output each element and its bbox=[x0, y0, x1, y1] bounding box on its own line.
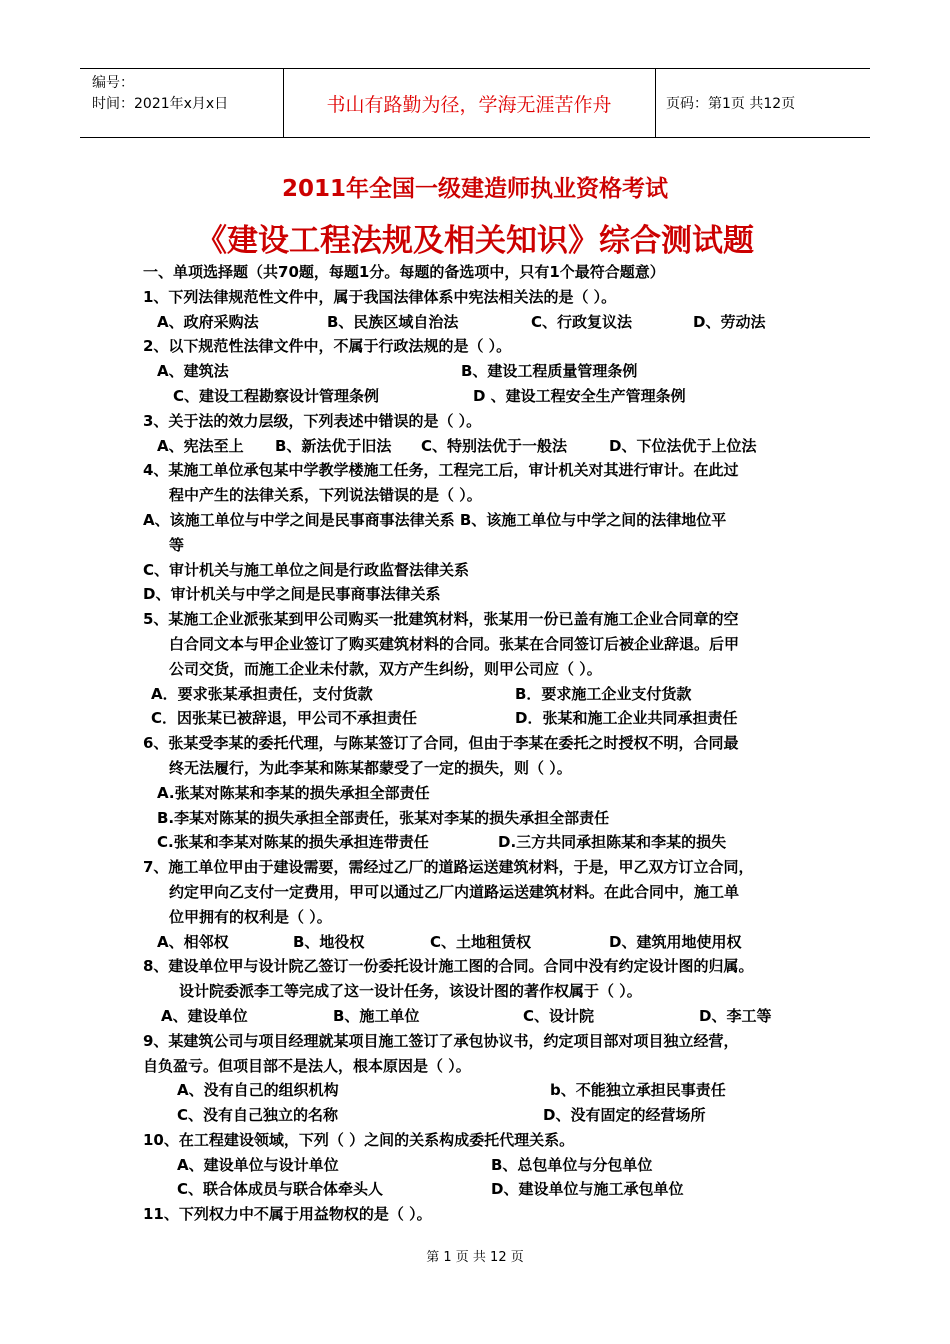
question-2-options-row1 bbox=[143, 359, 813, 384]
section-heading: 一、单项选择题（共70题，每题1分。每题的备选项中，只有1个最符合题意） bbox=[143, 263, 665, 281]
question-7-stem: 7、施工单位甲由于建设需要，需经过乙厂的道路运送建筑材料，于是，甲乙双方订立合同， bbox=[143, 858, 754, 877]
option-c: C.张某和李某对陈某的损失承担连带责任 bbox=[157, 833, 429, 852]
option-a: A、建设单位与设计单位 bbox=[177, 1155, 339, 1174]
option-b: B、建设工程质量管理条例 bbox=[461, 362, 638, 381]
option-a: A、建筑法 bbox=[157, 362, 229, 381]
option-b: B、民族区域自治法 bbox=[327, 312, 459, 331]
question-9-stem: 9、某建筑公司与项目经理就某项目施工签订了承包协议书，约定项目部对项目独立经营， bbox=[143, 1031, 739, 1050]
option-b: B、新法优于旧法 bbox=[275, 436, 392, 455]
question-5-stem: 5、某施工企业派张某到甲公司购买一批建筑材料，张某用一份已盖有施工企业合同章的空 bbox=[143, 610, 739, 629]
question-9-options-row1 bbox=[143, 1078, 813, 1103]
question-9-stem-cont: 自负盈亏。但项目部不是法人，根本原因是（ ）。 bbox=[143, 1056, 471, 1075]
option-d: D、建筑用地使用权 bbox=[609, 932, 742, 951]
question-1-stem: 1、下列法律规范性文件中，属于我国法律体系中宪法相关法的是（ ）。 bbox=[143, 287, 617, 306]
question-10-stem: 10、在工程建设领域，下列（ ）之间的关系构成委托代理关系。 bbox=[143, 1130, 575, 1149]
question-5-stem-cont: 公司交货，而施工企业未付款，双方产生纠纷，则甲公司应（ ）。 bbox=[169, 659, 602, 678]
header-info bbox=[92, 73, 228, 115]
header-page-number: 页码：第1页 共12页 bbox=[666, 96, 796, 112]
option-b: B.李某对陈某的损失承担全部责任，张某对李某的损失承担全部责任 bbox=[157, 808, 610, 827]
question-5-options-row1 bbox=[143, 682, 813, 707]
question-6-options-row bbox=[143, 830, 813, 855]
option-d: D、下位法优于上位法 bbox=[609, 436, 757, 455]
option-d: D、李工等 bbox=[699, 1006, 772, 1025]
option-b: B、总包单位与分包单位 bbox=[491, 1155, 653, 1174]
question-2-stem: 2、以下规范性法律文件中，不属于行政法规的是（ ）。 bbox=[143, 337, 512, 356]
option-c: C、特别法优于一般法 bbox=[421, 436, 568, 455]
option-c: C、联合体成员与联合体牵头人 bbox=[177, 1180, 384, 1199]
option-a: A、相邻权 bbox=[157, 932, 229, 951]
question-5-stem-cont: 白合同文本与甲企业签订了购买建筑材料的合同。张某在合同签订后被企业辞退。后甲 bbox=[169, 634, 740, 653]
option-d: D、审计机关与中学之间是民事商事法律关系 bbox=[143, 585, 441, 604]
question-9-options-row2 bbox=[143, 1103, 813, 1128]
option-c: C、建设工程勘察设计管理条例 bbox=[173, 386, 380, 405]
question-body bbox=[143, 260, 813, 1227]
option-b: B、施工单位 bbox=[333, 1006, 420, 1025]
option-a: A．要求张某承担责任，支付货款 bbox=[151, 684, 373, 703]
question-3-stem: 3、关于法的效力层级，下列表述中错误的是（ ）。 bbox=[143, 411, 482, 430]
option-b: b、不能独立承担民事责任 bbox=[550, 1081, 726, 1100]
question-10-options-row1 bbox=[143, 1153, 813, 1178]
question-4-stem: 4、某施工单位承包某中学教学楼施工任务，工程完工后，审计机关对其进行审计。在此过 bbox=[143, 461, 739, 480]
option-c: C、行政复议法 bbox=[531, 312, 633, 331]
header-motto: 书山有路勤为径，学海无涯苦作舟 bbox=[326, 93, 612, 116]
option-c: C．因张某已被辞退，甲公司不承担责任 bbox=[151, 709, 418, 728]
option-a: A、政府采购法 bbox=[157, 312, 259, 331]
option-d: D.三方共同承担陈某和李某的损失 bbox=[498, 833, 727, 852]
question-7-options bbox=[143, 930, 813, 955]
page-header bbox=[80, 68, 870, 138]
question-1-options bbox=[143, 310, 813, 335]
option-d: D．张某和施工企业共同承担责任 bbox=[515, 709, 738, 728]
question-6-stem-cont: 终无法履行，为此李某和陈某都蒙受了一定的损失，则（ ）。 bbox=[169, 758, 572, 777]
option-c: C、设计院 bbox=[523, 1006, 595, 1025]
question-10-options-row2 bbox=[143, 1177, 813, 1202]
option-a: A、建设单位 bbox=[161, 1006, 248, 1025]
question-11-stem: 11、下列权力中不属于用益物权的是（ ）。 bbox=[143, 1205, 432, 1224]
option-c: C、审计机关与施工单位之间是行政监督法律关系 bbox=[143, 560, 470, 579]
question-7-stem-cont: 位甲拥有的权利是（ ）。 bbox=[169, 907, 332, 926]
option-a: A.张某对陈某和李某的损失承担全部责任 bbox=[157, 783, 430, 802]
option-c: C、土地租赁权 bbox=[430, 932, 532, 951]
option-a: A、没有自己的组织机构 bbox=[177, 1081, 339, 1100]
question-8-stem-cont: 设计院委派李工等完成了这一设计任务，该设计图的著作权属于（ ）。 bbox=[179, 982, 642, 1001]
page-footer: 第 1 页 共 12 页 bbox=[426, 1250, 524, 1265]
option-d: D、建设单位与施工承包单位 bbox=[491, 1180, 684, 1199]
question-7-stem-cont: 约定甲向乙支付一定费用，甲可以通过乙厂内道路运送建筑材料。在此合同中，施工单 bbox=[169, 882, 740, 901]
option-a-b: A、该施工单位与中学之间是民事商事法律关系 B、该施工单位与中学之间的法律地位平 bbox=[143, 510, 727, 529]
option-b: B．要求施工企业支付货款 bbox=[515, 684, 692, 703]
option-d: D、劳动法 bbox=[693, 312, 766, 331]
question-4-stem-cont: 程中产生的法律关系，下列说法错误的是（ ）。 bbox=[169, 486, 482, 505]
option-a: A、宪法至上 bbox=[157, 436, 244, 455]
question-8-stem: 8、建设单位甲与设计院乙签订一份委托设计施工图的合同。合同中没有约定设计图的归属。 bbox=[143, 957, 754, 976]
option-c: C、没有自己独立的名称 bbox=[177, 1106, 339, 1125]
option-d: D、没有固定的经营场所 bbox=[543, 1106, 706, 1125]
question-3-options bbox=[143, 434, 813, 459]
exam-title: 2011年全国一级建造师执业资格考试 bbox=[281, 176, 668, 202]
header-number: 编号： bbox=[92, 75, 134, 91]
question-6-stem: 6、张某受李某的委托代理，与陈某签订了合同，但由于李某在委托之时授权不明，合同最 bbox=[143, 734, 739, 753]
header-date: 时间：2021年x月x日 bbox=[92, 96, 229, 112]
question-8-options bbox=[143, 1004, 813, 1029]
option-b-cont: 等 bbox=[169, 535, 185, 554]
option-d: D 、建设工程安全生产管理条例 bbox=[473, 386, 686, 405]
question-2-options-row2 bbox=[143, 384, 813, 409]
header-divider bbox=[655, 69, 656, 137]
question-5-options-row2 bbox=[143, 706, 813, 731]
paper-title: 《建设工程法规及相关知识》综合测试题 bbox=[196, 223, 754, 259]
option-b: B、地役权 bbox=[293, 932, 365, 951]
